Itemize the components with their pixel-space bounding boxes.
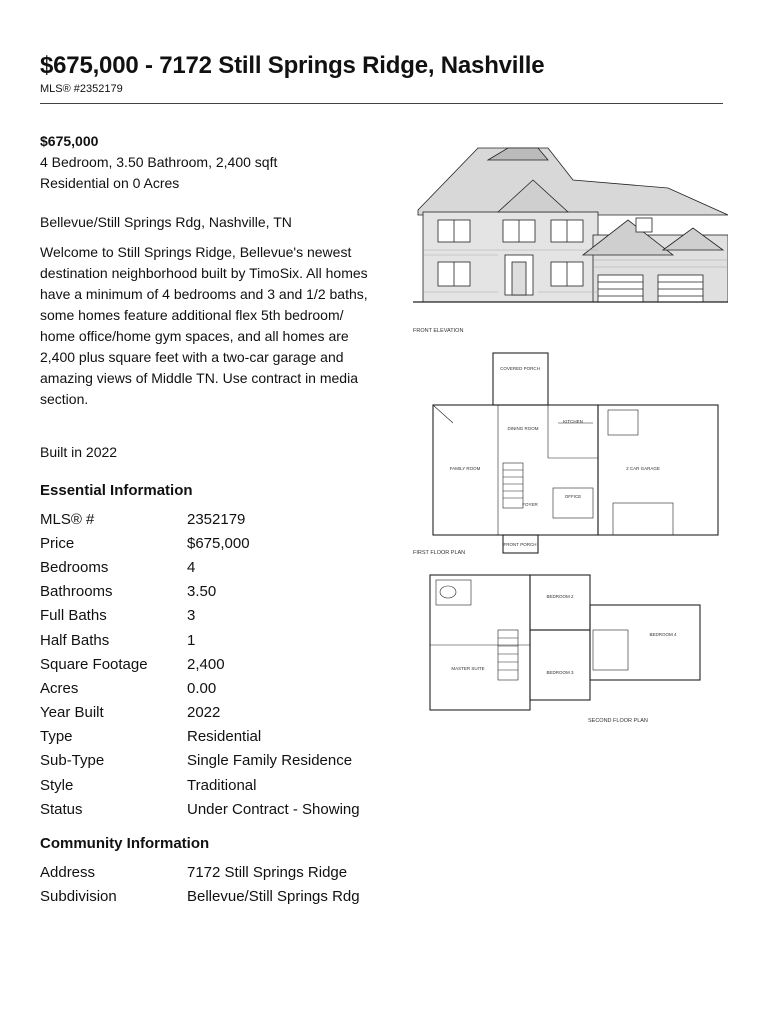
info-value: Bellevue/Still Springs Rdg xyxy=(187,888,360,906)
essential-row xyxy=(40,797,360,821)
essential-row xyxy=(40,749,360,773)
essential-row xyxy=(40,628,360,652)
summary-location: Bellevue/Still Springs Rdg, Nashville, TN xyxy=(40,214,292,230)
room-covered-porch: COVERED PORCH xyxy=(500,366,540,371)
summary-type-acres: Residential on 0 Acres xyxy=(40,175,180,191)
summary-price: $675,000 xyxy=(40,133,99,149)
essential-row xyxy=(40,676,360,700)
info-label: Price xyxy=(40,534,75,552)
essential-row xyxy=(40,652,360,676)
room-office: OFFICE xyxy=(564,494,582,499)
summary-beds-baths: 4 Bedroom, 3.50 Bathroom, 2,400 sqft xyxy=(40,154,278,170)
essential-row xyxy=(40,531,360,555)
room-master: MASTER SUITE xyxy=(451,666,485,671)
info-value: 3.50 xyxy=(187,583,217,601)
header-divider xyxy=(40,103,723,104)
essential-heading: Essential Information xyxy=(40,482,193,499)
essential-row xyxy=(40,701,360,725)
info-label: Square Footage xyxy=(40,655,148,673)
essential-row xyxy=(40,580,360,604)
info-label: Bedrooms xyxy=(40,558,109,576)
info-value: 2352179 xyxy=(187,510,246,528)
front-elevation-caption: FRONT ELEVATION xyxy=(413,328,464,334)
second-floor-caption: SECOND FLOOR PLAN xyxy=(588,718,648,724)
info-value: 2022 xyxy=(187,704,221,722)
room-bedroom-3: BEDROOM 3 xyxy=(546,670,574,675)
info-value: 2,400 xyxy=(187,655,225,673)
info-value: Single Family Residence xyxy=(187,752,353,770)
info-label: Address xyxy=(40,864,96,882)
info-label: Status xyxy=(40,800,83,818)
info-value: 7172 Still Springs Ridge xyxy=(187,864,348,882)
first-floor-plan xyxy=(408,348,728,558)
second-floor-plan xyxy=(408,570,728,730)
info-label: Type xyxy=(40,728,73,746)
info-value: 0.00 xyxy=(187,679,217,697)
info-value: 3 xyxy=(187,607,196,625)
community-row xyxy=(40,860,360,884)
info-label: Acres xyxy=(40,679,79,697)
info-label: Year Built xyxy=(40,704,104,722)
essential-row xyxy=(40,604,360,628)
page-title: $675,000 - 7172 Still Springs Ridge, Nashville xyxy=(40,52,545,79)
info-value: 1 xyxy=(187,631,196,649)
listing-details xyxy=(40,131,385,909)
info-value: Traditional xyxy=(187,776,257,794)
info-label: Full Baths xyxy=(40,607,107,625)
essential-row xyxy=(40,773,360,797)
info-value: Under Contract - Showing xyxy=(187,800,360,818)
info-value: 4 xyxy=(187,558,196,576)
info-label: Bathrooms xyxy=(40,583,113,601)
essential-row xyxy=(40,555,360,579)
community-heading: Community Information xyxy=(40,835,210,853)
room-kitchen: KITCHEN xyxy=(563,419,583,424)
mls-number: MLS® #2352179 xyxy=(40,83,123,95)
info-label: MLS® # xyxy=(40,510,95,528)
listing-description: Welcome to Still Springs Ridge, Bellevue's newest destination neighborhood built by TimoSix. All homes have a minimum of 4 bedrooms and 3 and 1/2 baths, some homes feature additional flex 5th bedroom/ home office/home gym spaces, and all homes are 2,400 plus square feet with a two-car garage and amazing views of Middle TN. Use contract in media section. xyxy=(40,244,368,407)
room-family: FAMILY ROOM xyxy=(449,466,481,471)
front-elevation-drawing xyxy=(408,140,728,335)
room-front-porch: FRONT PORCH xyxy=(503,542,537,547)
built-year: Built in 2022 xyxy=(40,444,118,460)
room-garage: 2 CAR GARAGE xyxy=(626,466,660,471)
info-label: Half Baths xyxy=(40,631,110,649)
room-foyer: FOYER xyxy=(522,502,538,507)
essential-row xyxy=(40,725,360,749)
community-row xyxy=(40,885,360,909)
info-value: Residential xyxy=(187,728,262,746)
info-label: Style xyxy=(40,776,74,794)
room-bedroom-2: BEDROOM 2 xyxy=(546,594,574,599)
info-label: Subdivision xyxy=(40,888,117,906)
essential-row xyxy=(40,507,360,531)
info-label: Sub-Type xyxy=(40,752,105,770)
info-value: $675,000 xyxy=(187,534,250,552)
community-table xyxy=(40,860,360,908)
first-floor-caption: FIRST FLOOR PLAN xyxy=(413,550,466,556)
essential-table xyxy=(40,507,360,821)
room-dining: DINING ROOM xyxy=(507,426,539,431)
room-bedroom-4: BEDROOM 4 xyxy=(649,632,677,637)
